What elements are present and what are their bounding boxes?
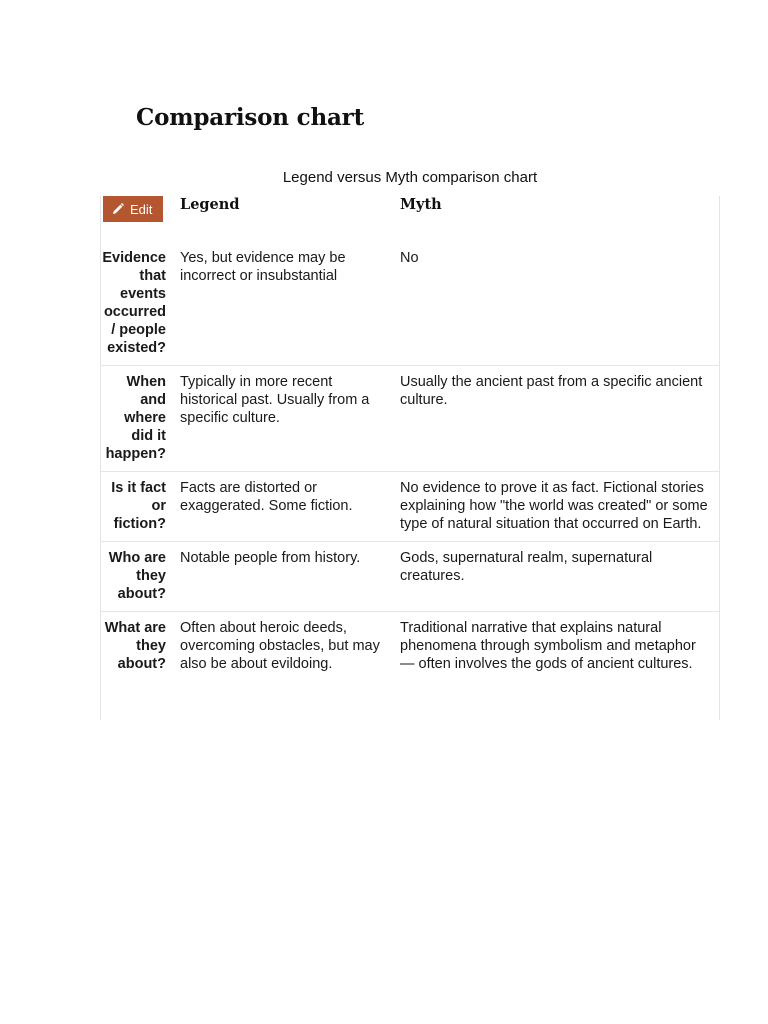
- row-question: What are they about?: [100, 612, 172, 682]
- table-row: [100, 242, 720, 366]
- legend-cell: Typically in more recent historical past. Usually from a specific culture.: [172, 366, 396, 472]
- table-row: [100, 366, 720, 472]
- myth-cell: Traditional narrative that explains natural phenomena through symbolism and metaphor — often involves the gods of ancient cultures.: [396, 612, 720, 682]
- table-caption: Legend versus Myth comparison chart: [282, 169, 538, 186]
- table-row: [100, 542, 720, 612]
- row-question: Who are they about?: [100, 542, 172, 612]
- page-title: Comparison chart: [136, 104, 365, 131]
- table-header-row: [100, 196, 720, 242]
- row-question: When and where did it happen?: [100, 366, 172, 472]
- edit-button[interactable]: [103, 196, 163, 222]
- pencil-icon: [112, 203, 124, 215]
- table-row: [100, 612, 720, 682]
- edit-label: Edit: [130, 201, 153, 217]
- myth-cell: Gods, supernatural realm, supernatural creatures.: [396, 542, 720, 612]
- legend-cell: Notable people from history.: [172, 542, 396, 612]
- legend-cell: Yes, but evidence may be incorrect or insubstantial: [180, 250, 346, 284]
- column-header-legend: Legend: [180, 196, 240, 213]
- column-header-myth: Myth: [400, 196, 442, 213]
- edit-cell: [100, 196, 172, 242]
- legend-cell: Facts are distorted or exaggerated. Some fiction.: [172, 472, 396, 542]
- legend-cell: Often about heroic deeds, overcoming obstacles, but may also be about evildoing.: [172, 612, 396, 682]
- comparison-table: [100, 196, 720, 681]
- myth-cell: Usually the ancient past from a specific ancient culture.: [396, 366, 720, 472]
- row-question: Is it fact or fiction?: [100, 472, 172, 542]
- row-question: Evidence that events occurred / people existed?: [102, 250, 166, 356]
- myth-cell: No evidence to prove it as fact. Fictional stories explaining how "the world was created" or some type of natural situation that occurred on Earth.: [396, 472, 720, 542]
- myth-cell: No: [400, 250, 419, 266]
- table-row: [100, 472, 720, 542]
